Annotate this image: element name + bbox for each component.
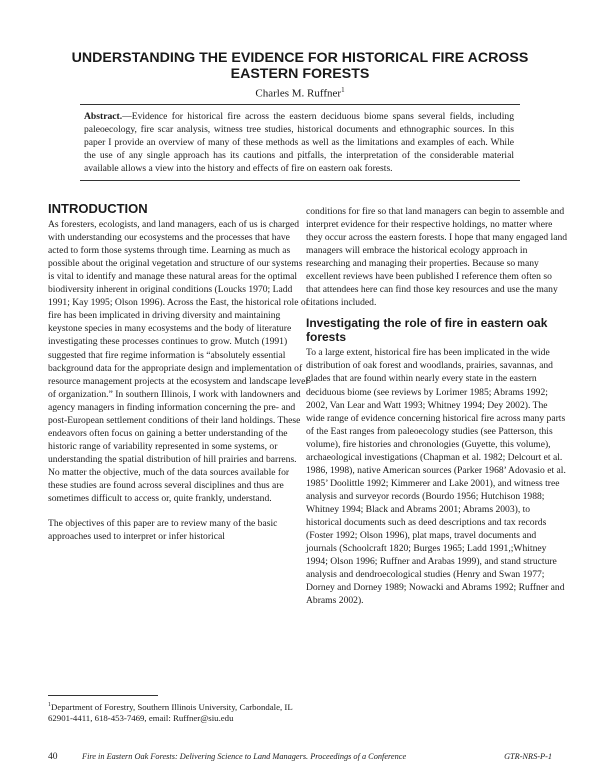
left-column [48,200,310,543]
author-line [150,86,450,100]
author-footnote-mark: 1 [341,86,345,94]
introduction-paragraph-2-continued: conditions for fire so that land managers can begin to assemble and interpret evidence for their respective holdings, no matter where they occur across the eastern forests. I hope that many engaged land managers will embrace the historical ecology approach in researching and managing their properties. Because so many excellent reviews have been published I reference them often so that attendees here can find those key resources and use the many citations included. [306,206,568,309]
abstract-label: Abstract. [84,111,123,122]
investigating-paragraph: To a large extent, historical fire has been implicated in the wide distribution of oak forest and woodlands, prairies, savannas, and glades that are found within nearly every state in the eastern deciduous biome (see reviews by Lorimer 1985; Abrams 1992; 2002, Van Lear and Watt 1993; Whitney 1994; Dey 2002). The wide range of evidence concerning historical fire across many parts of the East ranges from paleoecology studies (see Patterson, this volume), fire histories and chronologies (Guyette, this volume), archaeological investigations (Chapman et al. 1982; Delcourt et al. 1986, 1998), native American sources (Parker 1968’ Adovasio et al. 1985’ Doolittle 1992; Kimmerer and Lake 2001), and witness tree analysis and surveyor records (Bourdo 1956; Hutchison 1988; Whitney 1994; Black and Abrams 2001; Abrams 2003), to historical documents such as deed descriptions and tax records (Foster 1992; Olson 1996), plat maps, travel documents and journals (Schoolcraft 1820; Burges 1965; Ladd 1991,;Whitney 1994; Olson 1996; Ruffner and Arabas 1999), and stand structure analysis and dendroecological studies (Henry and Swan 1977; Dorney and Dorney 1989; Nowacki and Abrams 1992; Ruffner and Abrams 2002). [306,347,566,607]
page-number: 40 [48,752,58,762]
investigating-heading: Investigating the role of fire in eastern oak forests [306,316,548,345]
abstract-text: —Evidence for historical fire across the eastern deciduous biome spans several fields, including paleoecology, fire scar analysis, witness tree studies, historical documents and ethnographic sources. In this paper I provide an overview of many of these methods as well as the limitations and examples of each. While the use of any single approach has its cautions and pitfalls, the interpretation of the considerable material available allows a view into the history and effects of fire on eastern oak forests. [84,111,514,174]
footnote-text: Department of Forestry, Southern Illinois University, Carbondale, IL 62901-4411, 618-453-7469, email: Ruffner@siu.edu [48,701,293,724]
abstract [84,110,514,175]
abstract-top-rule [80,104,520,105]
publication-title: Fire in Eastern Oak Forests: Delivering Science to Land Managers. Proceedings of a Conference [82,752,407,761]
introduction-paragraph-2-start: The objectives of this paper are to review many of the basic approaches used to interpret or infer historical [48,518,278,543]
right-column [306,205,568,607]
paper-title: UNDERSTANDING THE EVIDENCE FOR HISTORICAL FIRE ACROSS EASTERN FORESTS [71,50,529,82]
abstract-bottom-rule [80,180,520,181]
report-id: GTR-NRS-P-1 [504,752,552,761]
author-name: Charles M. Ruffner [255,87,342,100]
introduction-paragraph-1: As foresters, ecologists, and land managers, each of us is charged with understanding our ecosystems and the processes that have acted to form those systems through time. Learning as much as possible about the original vegetation and structure of our systems is vital to identify and manage these natural areas for the optimal biodiversity inherent in original conditions (Loucks 1970; Ladd 1991; Kay 1995; Olson 1996). Across the East, the historical role of fire has been implicated in driving diversity and maintaining keystone species in many ecosystems and the body of literature investigating these processes continues to grow. Mutch (1991) suggested that fire regime information is “absolutely essential background data for the appropriate design and implementation of resource management projects at the ecosystem and landscape level of organization.” In southern Illinois, I work with landowners and agency managers in finding information concerning the pre- and post-European settlement conditions of their land holdings. These endeavors often focus on gaining a better understanding of the historic range of variability represented in some systems, or understanding the spatial distribution of hill prairies and barrens. No matter the objective, much of the data sources available for these studies are found across several disciplines and thus are sometimes difficult to access or, quite frankly, understand. [48,219,309,505]
footnote [48,700,298,725]
page-footer [48,752,552,766]
footnote-rule [48,695,158,696]
introduction-heading: INTRODUCTION [48,201,148,216]
footnote-mark: 1 [48,702,51,708]
